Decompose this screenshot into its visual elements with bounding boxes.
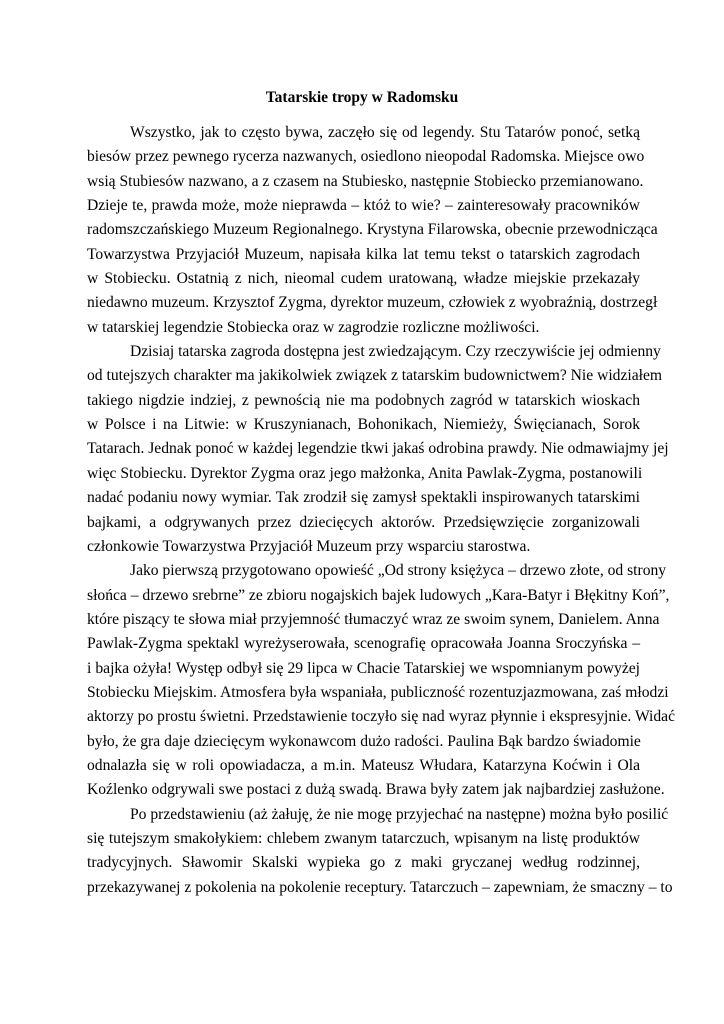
text-line: Dzieje te, prawda może, może nieprawda – któż to wie? – zainteresowały pracowników [87, 197, 640, 215]
text-line: nadać podaniu nowy wymiar. Tak zrodził się zamysł spektakli inspirowanych tatarskimi [87, 489, 640, 507]
document-title: Tatarskie tropy w Radomsku [265, 89, 459, 106]
text-line: Koźlenko odgrywali swe postaci z dużą swadą. Brawa były zatem jak najbardziej zasłużone. [87, 781, 665, 799]
text-line: Dzisiaj tatarska zagroda dostępna jest zwiedzającym. Czy rzeczywiście jej odmienny [130, 343, 661, 361]
text-line: bajkami, a odgrywanych przez dziecięcych aktorów. Przedsięwzięcie zorganizowali [87, 513, 640, 531]
text-line: się tutejszym smakołykiem: chlebem zwanym tatarczuch, wpisanym na listę produktów [87, 829, 640, 847]
text-line: takiego nigdzie indziej, z pewnością nie ma podobnych zagród w tatarskich wioskach [87, 391, 640, 409]
text-line: odnalazła się w roli opowiadacza, a m.in. Mateusz Włudara, Katarzyna Koćwin i Ola [87, 756, 640, 774]
text-line: Pawlak-Zygma spektakl wyreżyserowała, scenografię opracowała Joanna Sroczyńska – [87, 635, 640, 653]
text-line: w Stobiecku. Ostatnią z nich, nieomal cudem uratowaną, władze miejskie przekazały [87, 270, 640, 288]
text-line: było, że gra daje dziecięcym wykonawcom dużo radości. Paulina Bąk bardzo świadomie [87, 732, 641, 750]
text-line: przekazywanej z pokolenia na pokolenie receptury. Tatarczuch – zapewniam, że smaczny – to [87, 878, 673, 896]
text-line: Tatarach. Jednak ponoć w każdej legendzie tkwi jakaś odrobina prawdy. Nie odmawiajmy jej [87, 440, 669, 458]
paragraph-1 [87, 121, 658, 340]
text-line: wsią Stubiesów nazwano, a z czasem na Stubiesko, następnie Stobiecko przemianowano. [87, 172, 644, 190]
text-line: niedawno muzeum. Krzysztof Zygma, dyrektor muzeum, człowiek z wyobraźnią, dostrzegł [87, 294, 658, 312]
text-line: które piszący te słowa miał przyjemność tłumaczyć wraz ze swoim synem, Danielem. Anna [87, 610, 660, 628]
text-line: w tatarskiej legendzie Stobiecka oraz w zagrodzie rozliczne możliwości. [87, 318, 540, 336]
text-line: aktorzy po prostu świetni. Przedstawienie toczyło się nad wyraz płynnie i ekspresyjnie. Widać [87, 708, 676, 726]
paragraph-3 [87, 559, 676, 802]
text-line: radomszczańskiego Muzeum Regionalnego. Krystyna Filarowska, obecnie przewodnicząca [87, 221, 658, 239]
document-body [87, 121, 676, 900]
text-line: Wszystko, jak to często bywa, zaczęło się od legendy. Stu Tatarów ponoć, setką [130, 124, 640, 141]
text-line: Po przedstawieniu (aż żałuję, że nie mogę przyjechać na następne) można było posilić [130, 805, 669, 823]
text-line: członkowie Towarzystwa Przyjaciół Muzeum przy wsparciu starostwa. [87, 537, 531, 555]
text-line: Stobiecku Miejskim. Atmosfera była wspaniała, publiczność rozentuzjazmowana, zaś młodzi [87, 683, 669, 701]
paragraph-2 [87, 340, 669, 559]
text-line: biesów przez pewnego rycerza nazwanych, osiedlono nieopodal Radomska. Miejsce owo [87, 148, 645, 166]
text-line: słońca – drzewo srebrne” ze zbioru nogajskich bajek ludowych „Kara-Batyr i Błękitny Koń”, [87, 586, 670, 604]
text-line: Jako pierwszą przygotowano opowieść „Od strony księżyca – drzewo złote, od strony [130, 562, 667, 580]
text-line: tradycyjnych. Sławomir Skalski wypieka go z maki gryczanej według rodzinnej, [87, 854, 640, 872]
paragraph-4 [87, 803, 673, 900]
text-line: od tutejszych charakter ma jakikolwiek związek z tatarskim budownictwem? Nie widziałem [87, 367, 663, 385]
text-line: w Polsce i na Litwie: w Kruszynianach, Bohonikach, Niemieży, Święcianach, Sorok [87, 416, 640, 434]
text-line: i bajka ożyła! Występ odbył się 29 lipca w Chacie Tatarskiej we wspomnianym powyżej [87, 659, 640, 677]
text-line: więc Stobiecku. Dyrektor Zygma oraz jego małżonka, Anita Pawlak-Zygma, postanowili [87, 464, 643, 482]
text-line: Towarzystwa Przyjaciół Muzeum, napisała kilka lat temu tekst o tatarskich zagrodach [87, 245, 640, 263]
